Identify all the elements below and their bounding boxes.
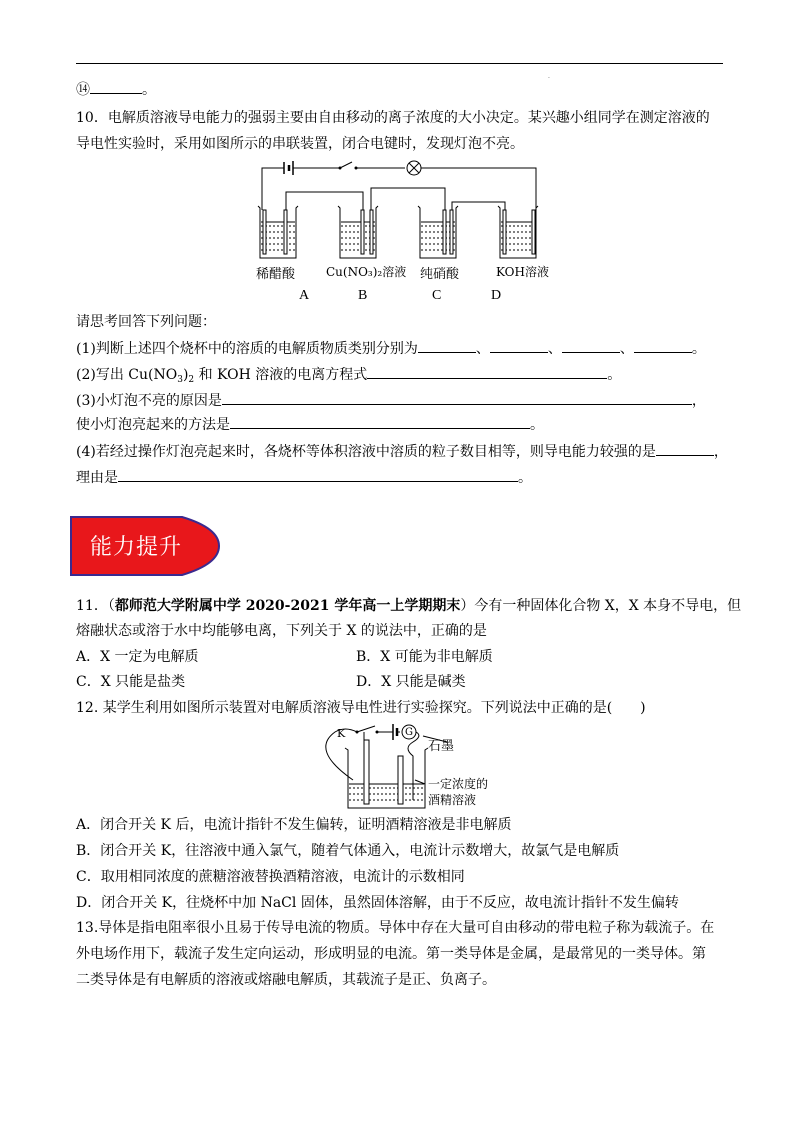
beaker-a-letter: A: [299, 288, 310, 303]
solution-label-1: 一定浓度的: [428, 777, 489, 791]
q12-option-b[interactable]: B．闭合开关 K，往溶液中通入氯气，随着气体通入，电流计示数增大，故氯气是电解质: [76, 843, 620, 859]
answer-blank[interactable]: [656, 441, 714, 456]
q11-option-a[interactable]: A．X 一定为电解质: [76, 649, 199, 665]
q12-option-a[interactable]: A．闭合开关 K 后，电流计指针不发生偏转，证明酒精溶液是非电解质: [76, 817, 512, 833]
beaker-c-letter: C: [432, 288, 442, 303]
switch-k-label: K: [337, 727, 346, 740]
answer-blank[interactable]: [222, 390, 692, 405]
beaker-d: [498, 206, 538, 258]
answer-blank[interactable]: [490, 338, 548, 353]
beaker-b-label: Cu(NO₃)₂溶液: [326, 265, 407, 279]
q11-stem-line1: 11．（都师范大学附属中学 2020-2021 学年高一上学期期末）今有一种固体化合物 X，X 本身不导电，但: [76, 598, 742, 614]
q10-sub3: (3)小灯泡不亮的原因是 ，: [76, 390, 706, 411]
beaker-d-letter: D: [491, 288, 502, 303]
q12-stem: 12. 某学生利用如图所示装置对电解质溶液导电性进行实验探究。下列说法中正确的是( ): [76, 700, 646, 716]
q11-option-d[interactable]: D．X 只能是碱类: [356, 674, 466, 690]
series-circuit-figure: [240, 160, 560, 265]
q13-line2: 外电场作用下，载流子发生定向运动，形成明显的电流。第一类导体是金属，是最常见的一类导体。第: [76, 946, 706, 962]
answer-blank[interactable]: [418, 338, 476, 353]
beaker-a: [258, 206, 298, 258]
q10-stem-line2: 导电性实验时，采用如图所示的串联装置，闭合电键时，发现灯泡不亮。: [76, 136, 524, 152]
q11-stem-line2: 熔融状态或溶于水中均能够电离，下列关于 X 的说法中，正确的是: [76, 623, 487, 639]
q10-sub1: (1)判断上述四个烧杯中的溶质的电解质物质类别分别为 、 、 、 。: [76, 338, 706, 359]
beaker-a-label: 稀醋酸: [256, 267, 296, 282]
q12-option-d[interactable]: D．闭合开关 K，往烧杯中加 NaCl 固体，虽然固体溶解，由于不反应，故电流计指针不发生偏转: [76, 895, 679, 911]
q13-line3: 二类导体是有电解质的溶液或熔融电解质，其载流子是正、负离子。: [76, 972, 496, 988]
beaker-b: [338, 206, 378, 258]
circled-14: ⑭: [76, 82, 90, 98]
q10-sub4: (4)若经过操作灯泡亮起来时，各烧杯等体积溶液中溶质的粒子数目相等，则导电能力较强的是 ，: [76, 441, 728, 462]
beaker-c: [418, 206, 458, 258]
q12-option-c[interactable]: C．取用相同浓度的蔗糖溶液替换酒精溶液，电流计的示数相同: [76, 869, 465, 885]
q10-sub3b: 使小灯泡亮起来的方法是 。: [76, 414, 544, 435]
q10-sub4b: 理由是 。: [76, 467, 532, 488]
graphite-label: 石墨: [428, 739, 455, 754]
beaker-c-label: 纯硝酸: [420, 267, 460, 282]
beaker-d-label: KOH溶液: [496, 265, 549, 279]
header-rule: [76, 63, 723, 64]
galvanometer-label: G: [405, 727, 413, 738]
answer-blank[interactable]: [230, 414, 530, 429]
q10-prompt: 请思考回答下列问题：: [76, 314, 216, 330]
answer-blank[interactable]: [562, 338, 620, 353]
solution-label-2: 酒精溶液: [428, 793, 477, 807]
answer-blank[interactable]: [118, 467, 518, 482]
answer-blank[interactable]: [634, 338, 692, 353]
q11-option-c[interactable]: C．X 只能是盐类: [76, 674, 186, 690]
answer-blank[interactable]: [367, 364, 607, 379]
answer-blank[interactable]: [90, 79, 142, 94]
q10-sub2: (2)写出 $Cu(NO_3)_2$ 和 KOH 溶液的电离方程式 。: [76, 364, 621, 385]
q11-source: 都师范大学附属中学 2020-2021 学年高一上学期期末: [114, 598, 461, 614]
q13-line1: 13.导体是指电阻率很小且易于传导电流的物质。导体中存在大量可自由移动的带电粒子称为载流子。在: [76, 920, 715, 936]
q10-prev-answer-line: ⑭ 。: [76, 79, 156, 100]
q10-stem-line1: 10．电解质溶液导电能力的强弱主要由自由移动的离子浓度的大小决定。某兴趣小组同学在测定溶液的: [76, 110, 710, 126]
header-dot: .: [548, 73, 550, 80]
section-banner-title: 能力提升: [90, 535, 183, 560]
beaker-b-letter: B: [358, 288, 368, 303]
q11-option-b[interactable]: B．X 可能为非电解质: [356, 649, 493, 665]
